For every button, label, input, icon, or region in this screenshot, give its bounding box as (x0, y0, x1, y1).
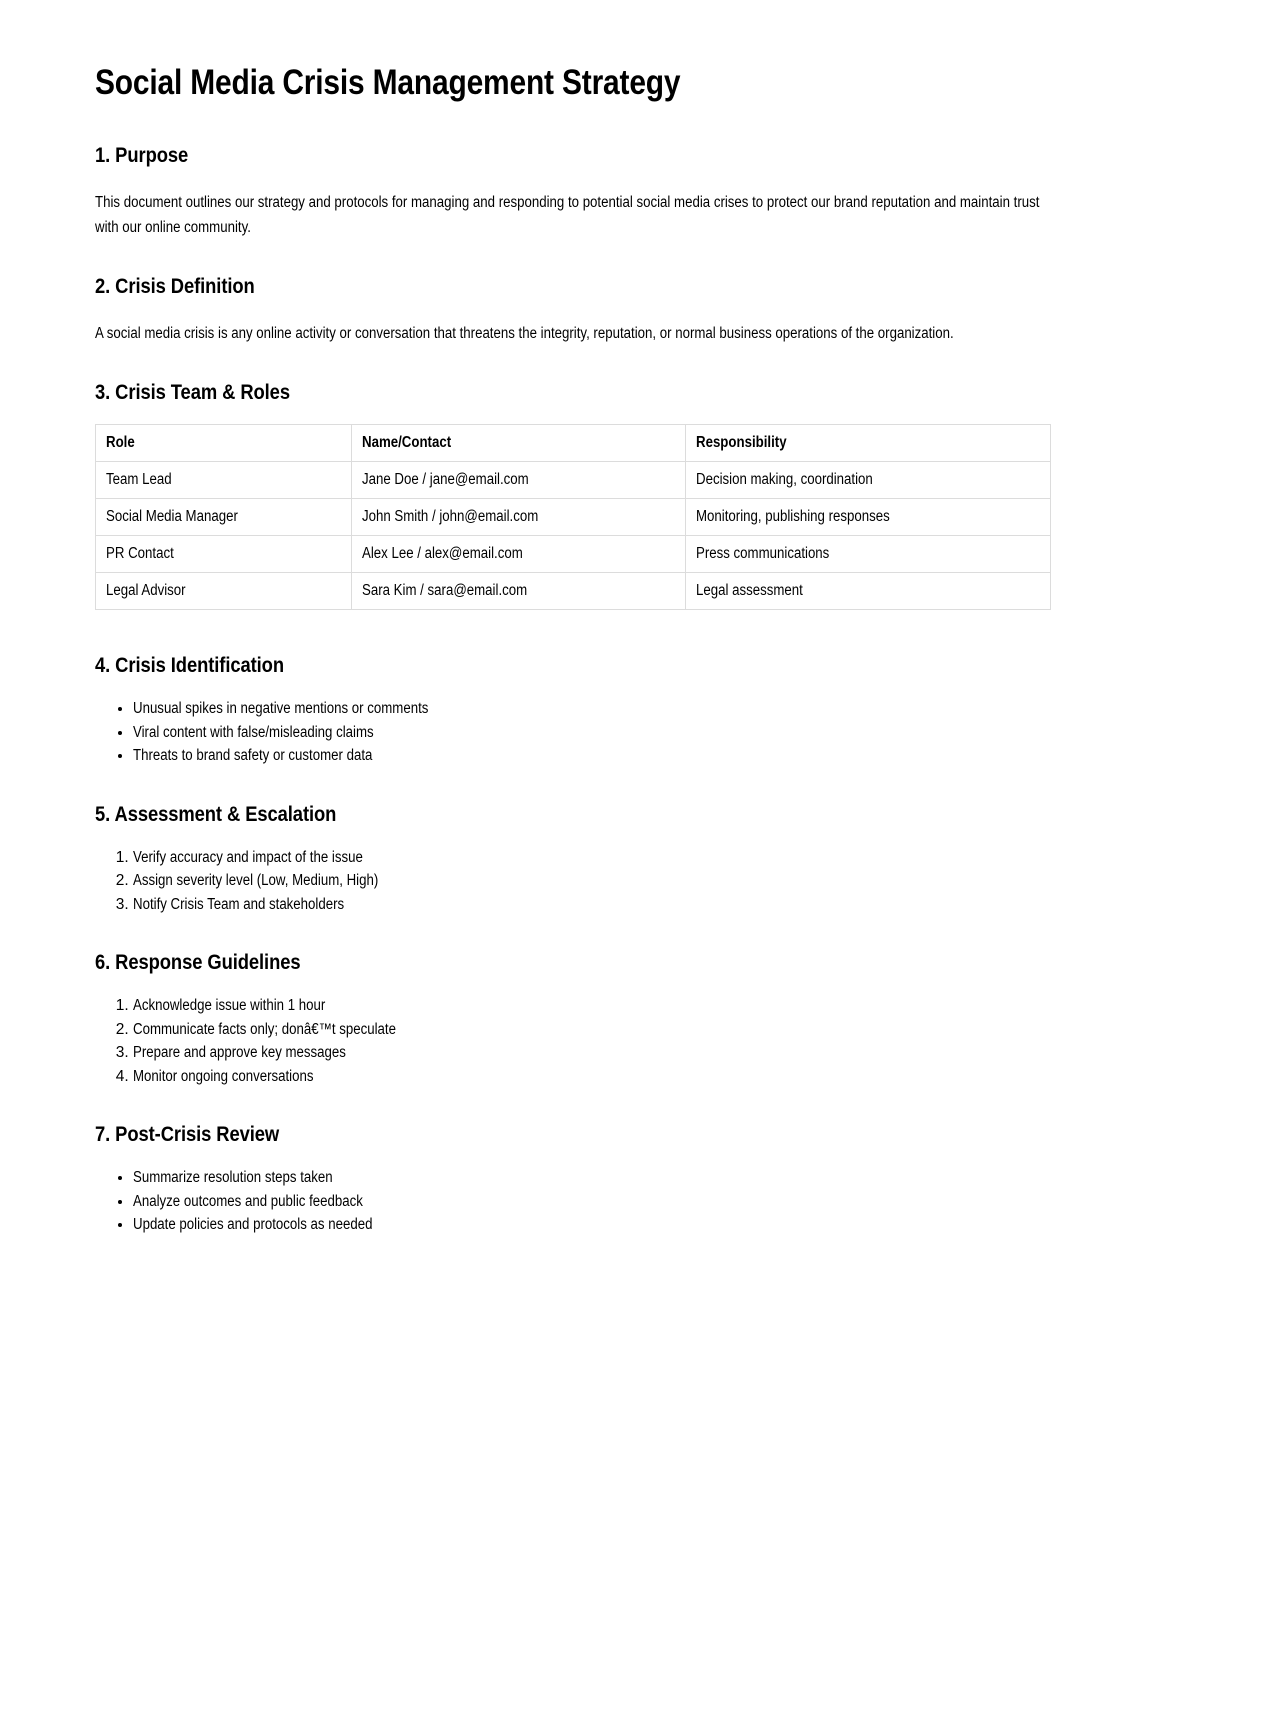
table-cell-role (96, 573, 352, 610)
table-row (96, 462, 1051, 499)
table-row (96, 499, 1051, 536)
table-header-role-text: Role (106, 434, 135, 451)
table-cell-role-text: Team Lead (106, 471, 172, 488)
table-cell-responsibility-text: Decision making, coordination (696, 471, 873, 488)
table-header-responsibility-text: Responsibility (696, 434, 787, 451)
document-content (95, 62, 1050, 1237)
spacer (95, 240, 1050, 273)
table-cell-responsibility (686, 536, 1051, 573)
list-item (133, 744, 1050, 768)
section-heading-assessment-escalation (95, 801, 1050, 827)
section-heading-crisis-identification-text: 4. Crisis Identification (95, 653, 284, 677)
table-cell-role (96, 536, 352, 573)
table-header-name-contact (352, 425, 686, 462)
list-item-text: • Threats to brand safety or customer data (133, 747, 373, 764)
list-item-text: 1. Verify accuracy and impact of the issue (133, 848, 363, 866)
section-paragraph-purpose (95, 190, 1050, 240)
list-item (133, 994, 1050, 1018)
section-heading-response-guidelines-text: 6. Response Guidelines (95, 950, 301, 974)
table-cell-role-text: Social Media Manager (106, 508, 238, 525)
crisis-team-table (95, 424, 1051, 610)
list-item (133, 697, 1050, 721)
section-heading-crisis-identification (95, 652, 1050, 678)
table-cell-name-contact-text: Jane Doe / jane@email.com (362, 471, 529, 488)
table-header-role (96, 425, 352, 462)
table-cell-role (96, 499, 352, 536)
table-cell-name-contact (352, 573, 686, 610)
table-header-name-contact-text: Name/Contact (362, 434, 452, 451)
section-paragraph-purpose-text: This document outlines our strategy and protocols for managing and responding to potential social media crises to protect our brand reputation and maintain trust with our online community. (95, 194, 1040, 236)
list-item (133, 893, 1050, 917)
list-item-text: • Update policies and protocols as needed (133, 1216, 373, 1233)
table-cell-responsibility (686, 499, 1051, 536)
spacer (95, 104, 1050, 142)
table-header-row (96, 425, 1051, 462)
table-cell-name-contact-text: Sara Kim / sara@email.com (362, 582, 528, 599)
list-item (133, 1190, 1050, 1214)
section-heading-response-guidelines (95, 949, 1050, 975)
list-item-text: 1. Acknowledge issue within 1 hour (133, 997, 326, 1014)
list-item (133, 1065, 1050, 1089)
response-guidelines-list (95, 994, 1050, 1088)
assessment-escalation-list (95, 846, 1050, 917)
list-item-text: 2. Communicate facts only; donâ€™t speculate (133, 1020, 396, 1038)
section-heading-purpose (95, 142, 1050, 168)
spacer (95, 405, 1050, 424)
list-item (133, 1018, 1050, 1042)
spacer (95, 299, 1050, 321)
spacer (95, 168, 1050, 190)
spacer (95, 346, 1050, 379)
table-cell-role (96, 462, 352, 499)
section-heading-assessment-escalation-text: 5. Assessment & Escalation (95, 801, 337, 826)
section-heading-crisis-team (95, 379, 1050, 405)
table-cell-name-contact (352, 536, 686, 573)
section-paragraph-crisis-definition (95, 321, 1050, 346)
crisis-identification-list (95, 697, 1050, 768)
section-heading-purpose-text: 1. Purpose (95, 143, 189, 167)
table-cell-name-contact (352, 462, 686, 499)
post-crisis-review-list (95, 1166, 1050, 1237)
table-cell-role-text: PR Contact (106, 545, 174, 562)
list-item (133, 869, 1050, 893)
section-paragraph-crisis-definition-text: A social media crisis is any online activity or conversation that threatens the integrity, reputation, or normal business operations of the organization. (95, 325, 954, 342)
table-cell-name-contact-text: John Smith / john@email.com (362, 508, 539, 525)
spacer (95, 1147, 1050, 1166)
table-row (96, 573, 1051, 610)
list-item (133, 1166, 1050, 1190)
page-title (95, 62, 1050, 104)
list-item-text: 2. Assign severity level (Low, Medium, High) (133, 872, 379, 889)
list-item-text: • Summarize resolution steps taken (133, 1169, 333, 1186)
spacer (95, 610, 1050, 652)
list-item-text: • Unusual spikes in negative mentions or comments (133, 700, 429, 717)
section-heading-post-crisis-review (95, 1121, 1050, 1147)
spacer (95, 678, 1050, 697)
table-cell-responsibility-text: Legal assessment (696, 582, 803, 599)
table-cell-responsibility-text: Monitoring, publishing responses (696, 508, 890, 525)
list-item-text: 3. Notify Crisis Team and stakeholders (133, 895, 345, 913)
list-item (133, 1041, 1050, 1065)
list-item-text: 4. Monitor ongoing conversations (133, 1067, 314, 1085)
table-row (96, 536, 1051, 573)
section-heading-crisis-definition (95, 273, 1050, 299)
spacer (95, 975, 1050, 994)
section-heading-post-crisis-review-text: 7. Post-Crisis Review (95, 1122, 280, 1146)
list-item-text: 3. Prepare and approve key messages (133, 1044, 346, 1061)
table-cell-responsibility (686, 462, 1051, 499)
list-item (133, 1213, 1050, 1237)
spacer (95, 1088, 1050, 1121)
section-heading-crisis-definition-text: 2. Crisis Definition (95, 274, 255, 298)
list-item-text: • Viral content with false/misleading claims (133, 723, 374, 741)
table-cell-name-contact (352, 499, 686, 536)
spacer (95, 916, 1050, 949)
section-heading-crisis-team-text: 3. Crisis Team & Roles (95, 380, 290, 404)
spacer (95, 827, 1050, 846)
list-item (133, 721, 1050, 745)
table-cell-name-contact-text: Alex Lee / alex@email.com (362, 545, 523, 562)
table-header-responsibility (686, 425, 1051, 462)
table-cell-role-text: Legal Advisor (106, 582, 186, 599)
list-item (133, 846, 1050, 870)
spacer (95, 768, 1050, 801)
list-item-text: • Analyze outcomes and public feedback (133, 1192, 363, 1210)
table-cell-responsibility (686, 573, 1051, 610)
page-title-text: Social Media Crisis Management Strategy (95, 63, 681, 102)
table-cell-responsibility-text: Press communications (696, 545, 830, 562)
